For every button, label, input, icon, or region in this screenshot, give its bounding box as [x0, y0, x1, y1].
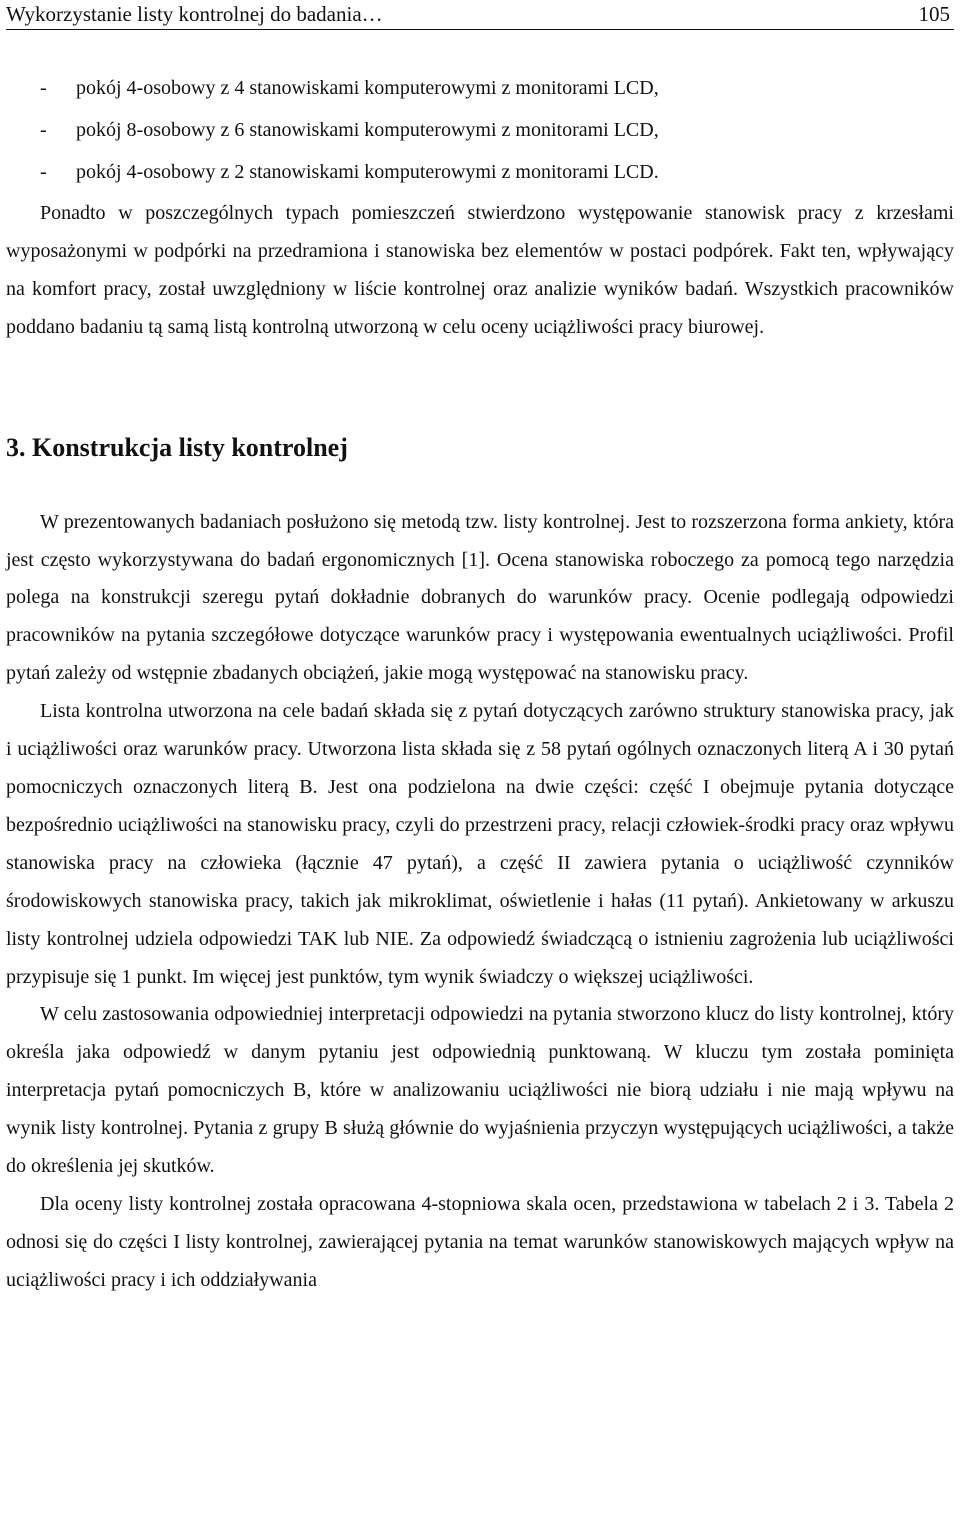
paragraph-rating-scale: Dla oceny listy kontrolnej została opracowana 4-stopniowa skala ocen, przedstawiona w tabelach 2 i 3. Tabela 2 odnosi się do części I listy kontrolnej, zawierającej pytania na temat warunków stanowiskowych mających wpływ na uciążliwości pracy i ich oddziaływania — [6, 1192, 954, 1291]
room-type-list — [6, 67, 954, 193]
page-number: 105 — [918, 2, 950, 26]
paragraph-checklist-method: W prezentowanych badaniach posłużono się metodą tzw. listy kontrolnej. Jest to rozszerzona forma ankiety, która jest często wykorzystywana do badań ergonomicznych [1]. Ocena stanowiska roboczego za pomocą tego narzędzia polega na konstrukcji szeregu pytań dokładnie dobranych do warunków pracy. Ocenie podlegają odpowiedzi pracowników na pytania szczegółowe dotyczące warunków pracy i występowania ewentualnych uciążliwości. Profil pytań zależy od wstępnie zbadanych obciążeń, jakie mogą występować na stanowisku pracy. — [6, 510, 954, 685]
list-item-text: pokój 8-osobowy z 6 stanowiskami komputerowymi z monitorami LCD, — [76, 119, 659, 141]
list-item-text: pokój 4-osobowy z 2 stanowiskami komputerowymi z monitorami LCD. — [76, 161, 659, 183]
paragraph-checklist-structure: Lista kontrolna utworzona na cele badań składa się z pytań dotyczących zarówno struktury stanowiska pracy, jak i uciążliwości oraz warunków pracy. Utworzona lista składa się z 58 pytań ogólnych oznaczonych literą A i 30 pytań pomocniczych oznaczonych literą B. Jest ona podzielona na dwie części: część I obejmuje pytania dotyczące bezpośrednio uciążliwości na stanowisku pracy, czyli do przestrzeni pracy, relacji człowiek-środki pracy oraz wpływu stanowiska pracy na człowieka (łącznie 47 pytań), a część II zawiera pytania o uciążliwość czynników środowiskowych stanowiska pracy, takich jak mikroklimat, oświetlenie i hałas (11 pytań). Ankietowany w arkuszu listy kontrolnej udziela odpowiedzi TAK lub NIE. Za odpowiedź świadczącą o istnieniu zagrożenia lub uciążliwości przypisuje się 1 punkt. Im więcej jest punktów, tym wynik świadczy o większej uciążliwości. — [6, 700, 954, 988]
paragraph-workstation-types: Ponadto w poszczególnych typach pomieszczeń stwierdzono występowanie stanowisk pracy z krzesłami wyposażonymi w podpórki na przedramiona i stanowiska bez elementów w postaci podpórek. Fakt ten, wpływający na komfort pracy, został uwzględniony w liście kontrolnej oraz analizie wyników badań. Wszystkich pracowników poddano badaniu tą samą listą kontrolną utworzoną w celu oceny uciążliwości pracy biurowej. — [6, 202, 954, 338]
paragraph-checklist-key: W celu zastosowania odpowiedniej interpretacji odpowiedzi na pytania stworzono klucz do listy kontrolnej, który określa jaka odpowiedź w danym pytaniu jest odpowiednią punktowaną. W kluczu tym została pominięta interpretacja pytań pomocniczych B, które w analizowaniu uciążliwości nie biorą udziału i nie mają wpływu na wynik listy kontrolnej. Pytania z grupy B służą głównie do wyjaśnienia przyczyn występujących uciążliwości, a także do określenia jej skutków. — [6, 1003, 954, 1178]
list-dash: - — [40, 161, 47, 183]
list-item-text: pokój 4-osobowy z 4 stanowiskami komputerowymi z monitorami LCD, — [76, 77, 659, 99]
list-item — [6, 151, 954, 193]
running-header — [6, 0, 954, 30]
list-dash: - — [40, 119, 47, 141]
section-heading: 3. Konstrukcja listy kontrolnej — [6, 432, 348, 462]
running-header-title: Wykorzystanie listy kontrolnej do badania… — [6, 2, 383, 26]
list-dash: - — [40, 77, 47, 99]
list-item — [6, 67, 954, 109]
document-body — [6, 67, 954, 1300]
list-item — [6, 109, 954, 151]
